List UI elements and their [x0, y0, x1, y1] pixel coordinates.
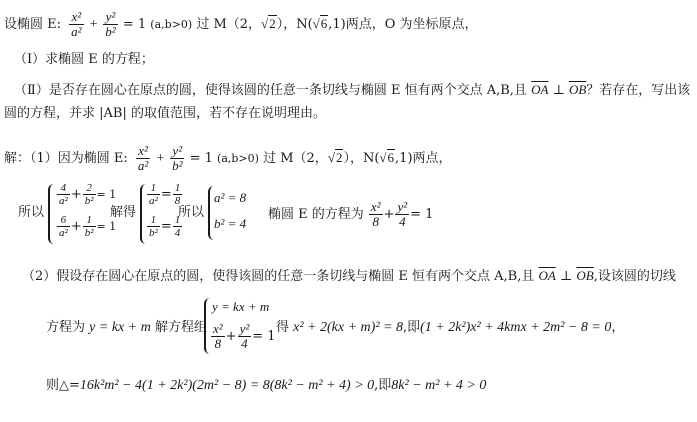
system-three-row2: b² = 4 — [214, 216, 247, 231]
discriminant: 则△=16k²m² − 4(1 + 2k²)(2m² − 8) = 8(8k² − m² + 4) > 0,即8k² − m² + 4 > 0 — [46, 378, 487, 393]
system-three-row1: a² = 8 — [214, 190, 247, 205]
part-two-line1: （Ⅱ）是否存在圆心在原点的圆，使得该圆的任意一条切线与椭圆 E 恒有两个交点 A,B,且 $\overline{OA}$ ⊥ $\overline{OB}$？若存在，写出该 — [14, 82, 691, 98]
so2-label: 所以 — [178, 205, 205, 220]
vector-ob: $\overline{OB}$ — [568, 82, 587, 97]
system-two-row2: $\frac{1}{\text{b²}}$ = $\frac{1}{4}$ — [149, 214, 181, 239]
solved-label: 解得 — [110, 205, 137, 220]
system-one-row1: $\frac{4}{\text{a²}}$ + $\frac{2}{\text{b²}}$ = 1 — [59, 182, 117, 207]
substitution-result: 得 x² + 2(kx + m)² = 8,即(1 + 2k²)x² + 4kmx + 2m² − 8 = 0， — [276, 320, 625, 335]
solution-part-two: （2）假设存在圆心在原点的圆，使得该圆的任意一条切线与椭圆 E 恒有两个交点 A,B,且 $\overline{OA}$ ⊥ $\overline{OB}$,设该圆的切线 — [22, 268, 676, 284]
solution-intro: 解：（1）因为椭圆 E: $\frac{\text{x²}}{\text{a²}}$ + $\frac{\text{y²}}{\text{b²}}$ = 1 (a,b>0) 过 M（2，√2），N(√6,1)两点， — [4, 143, 452, 173]
tangent-line: 方程为 y = kx + m 解方程组 — [46, 320, 207, 335]
condition: (a,b>0) — [150, 18, 193, 31]
problem-statement: 设椭圆 E: $\frac{\text{x²}}{\text{a²}}$ + $\frac{\text{y²}}{\text{b²}}$ = 1 (a,b>0) 过 M（2，√2），N(√6,1)两点，O 为坐标原点， — [4, 9, 478, 39]
part-one: （Ⅰ）求椭圆 E 的方程； — [14, 52, 154, 67]
problem-prefix: 设椭圆 E: — [4, 17, 62, 32]
fraction-x2-a2: $\frac{\text{x²}}{\text{a²}}$ — [71, 9, 82, 39]
system-four-row1: y = kx + m — [212, 299, 270, 314]
sqrt-six: √6 — [312, 16, 328, 31]
fraction-y2-b2: $\frac{\text{y²}}{\text{b²}}$ — [105, 9, 116, 39]
equals-one: = 1 — [122, 17, 147, 32]
system-one-row2: $\frac{6}{\text{a²}}$ + $\frac{1}{\text{b²}}$ = 1 — [59, 214, 117, 239]
vector-oa: $\overline{OA}$ — [531, 82, 549, 97]
pass-through-text: 过 M（2， — [196, 17, 262, 32]
part-two-line2: 圆的方程，并求 |AB| 的取值范围，若不存在说明理由。 — [4, 106, 326, 121]
sqrt-two: √2 — [261, 16, 276, 31]
ellipse-equation: 椭圆 E 的方程为 $\frac{\text{x²}}{8}$ + $\frac{\text{y²}}{4}$ = 1 — [268, 199, 434, 229]
system-two-row1: $\frac{1}{\text{a²}}$ = $\frac{1}{8}$ — [149, 182, 181, 207]
system-one-brace — [48, 184, 56, 244]
so-label: 所以 — [18, 205, 45, 220]
system-four-row2: $\frac{\text{x²}}{8}$ + $\frac{\text{y²}}{4}$ = 1 — [213, 321, 276, 351]
